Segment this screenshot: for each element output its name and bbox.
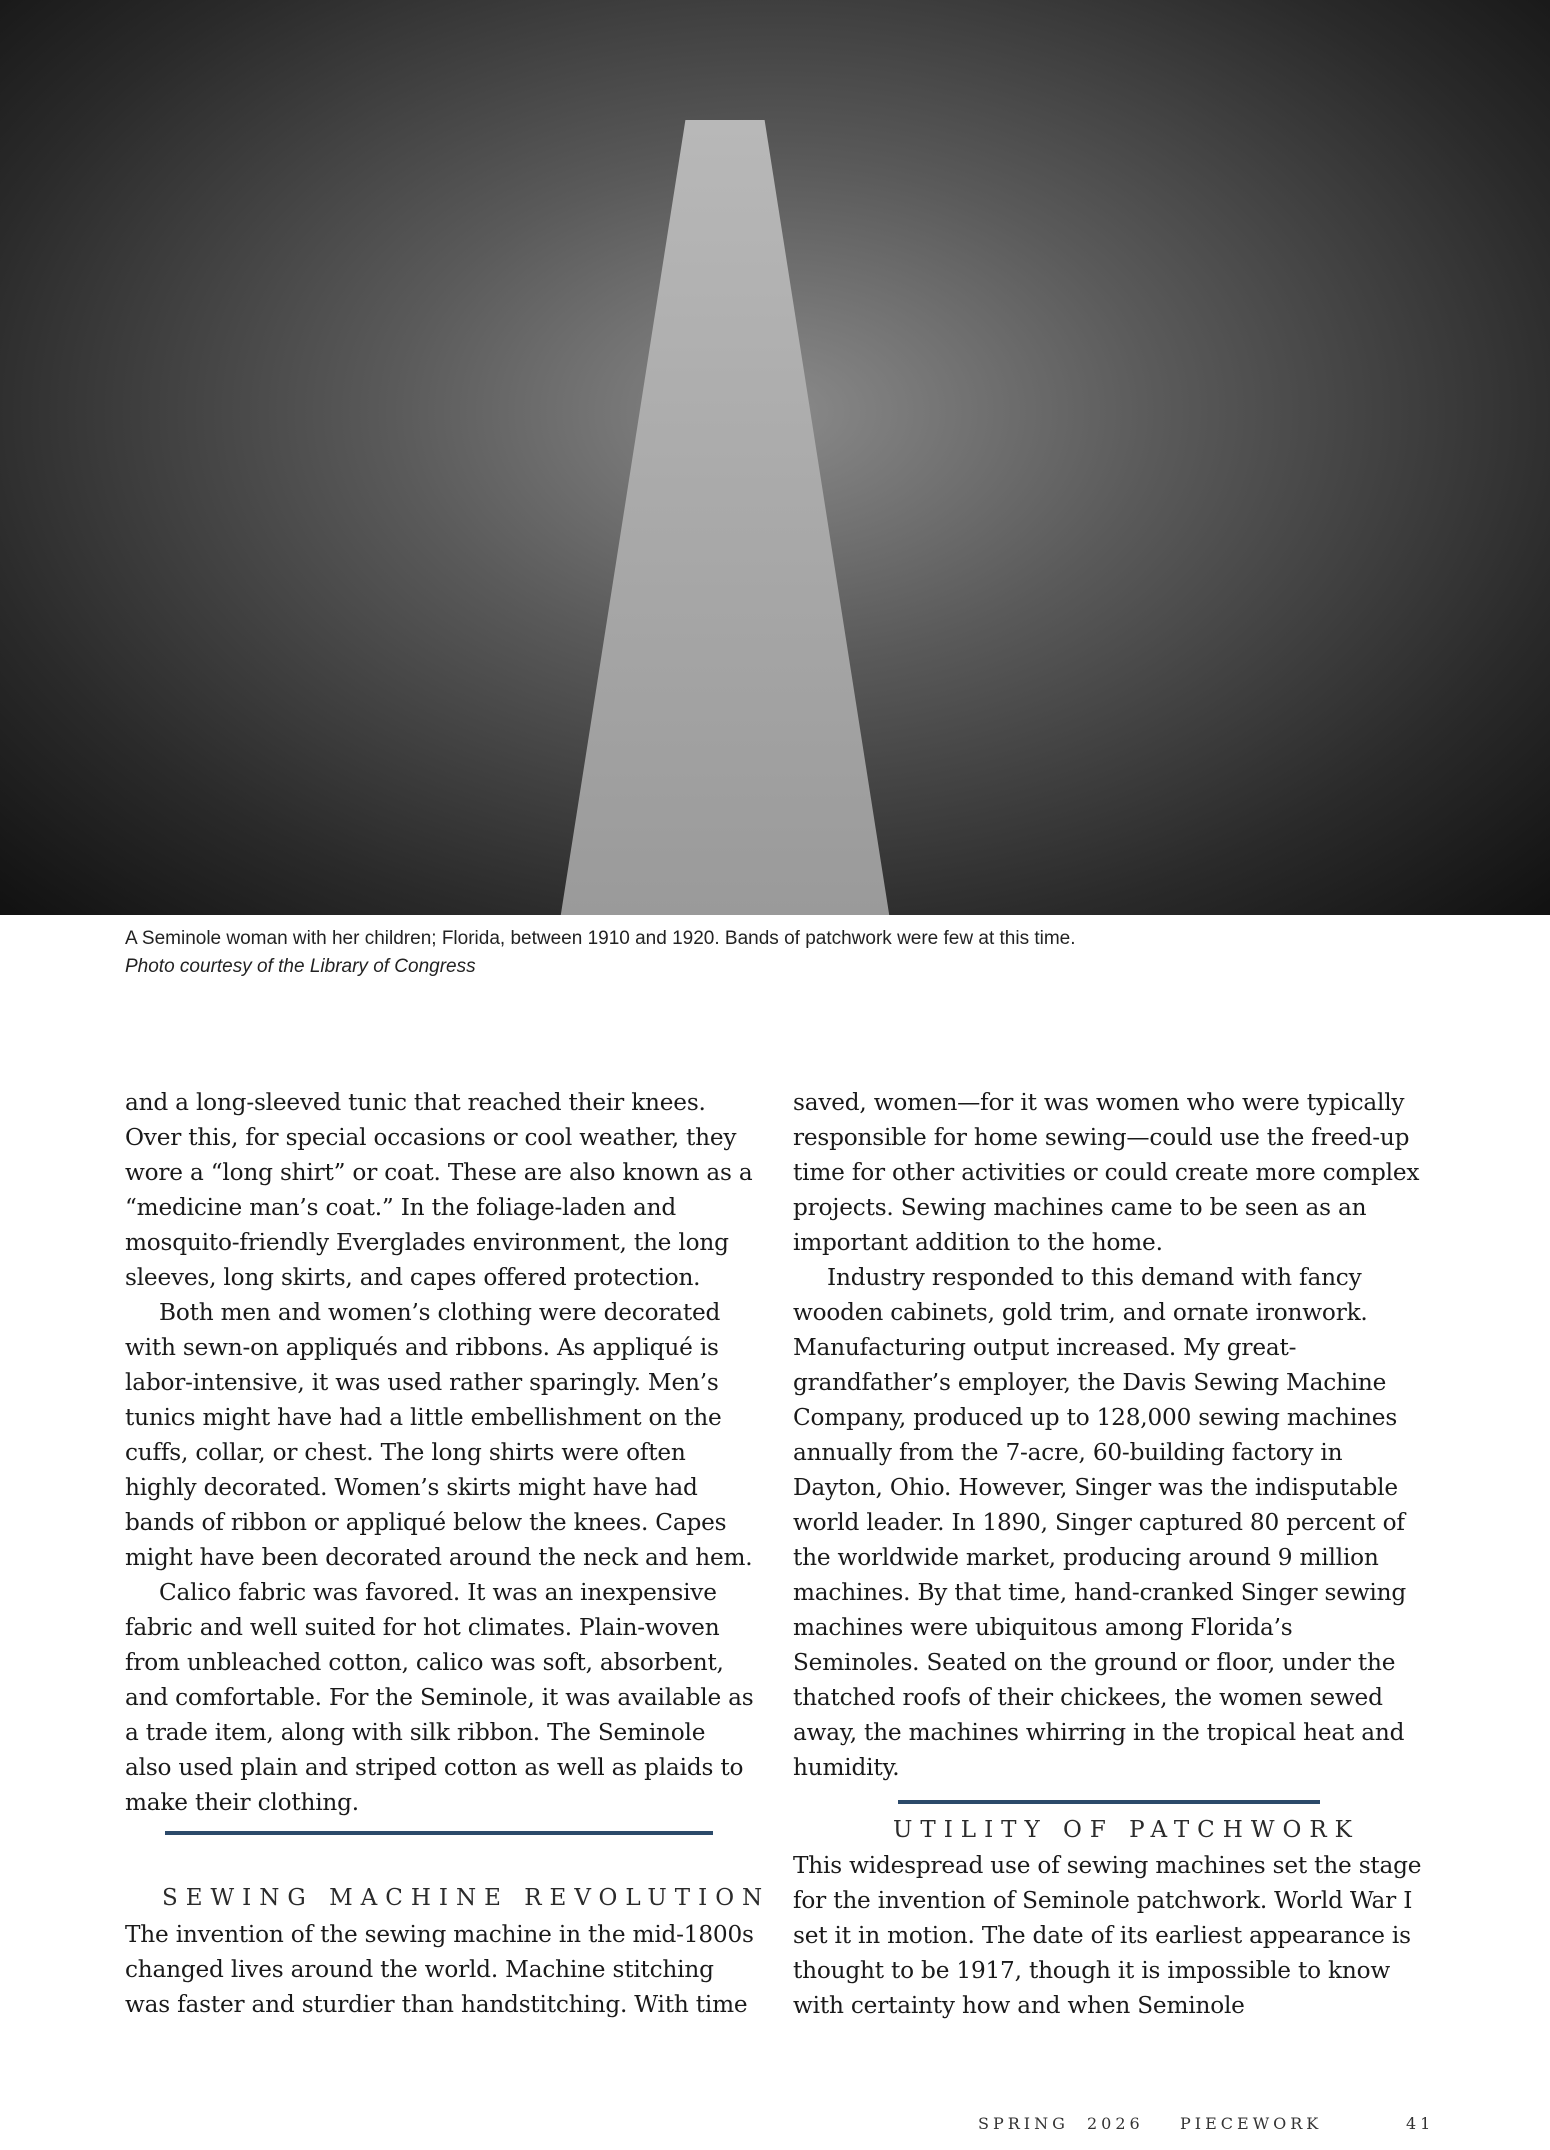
body-paragraph: Calico fabric was favored. It was an inexpensive fabric and well suited for hot climates. Plain-woven from unbleached cotton, calico was soft, absorbent, and comfortable. For the Seminole, it was available as a trade item, along with silk ribbon. The Seminole also used plain and striped cotton as well as plaids to make their clothing. (125, 1579, 754, 1816)
heading-rule (165, 1831, 713, 1835)
photo-credit: Photo courtesy of the Library of Congress (125, 956, 476, 977)
section-heading: SEWING MACHINE REVOLUTION (162, 1885, 771, 1911)
photo-placeholder-icon (560, 120, 890, 915)
footer-year: 2026 (1087, 2114, 1144, 2133)
left-column (125, 1085, 755, 1820)
footer-magazine: PIECEWORK (1180, 2114, 1323, 2133)
heading-rule (898, 1800, 1320, 1804)
left-column-continued (125, 1917, 755, 2022)
body-paragraph: The invention of the sewing machine in the mid-1800s changed lives around the world. Machine stitching was faster and sturdier than handstitching. With time (125, 1921, 754, 2018)
section-heading: UTILITY OF PATCHWORK (893, 1817, 1360, 1843)
body-paragraph: saved, women—for it was women who were typically responsible for home sewing—could use the freed-up time for other activities or could create more complex projects. Sewing machines came to be seen as an important addition to the home. (793, 1089, 1420, 1256)
body-paragraph: Both men and women’s clothing were decorated with sewn-on appliqués and ribbons. As appliqué is labor-intensive, it was used rather sparingly. Men’s tunics might have had a little embellishment on the cuffs, collar, or chest. The long shirts were often highly decorated. Women’s skirts might have had bands of ribbon or appliqué below the knees. Capes might have been decorated around the neck and hem. (125, 1299, 753, 1571)
body-paragraph: Industry responded to this demand with fancy wooden cabinets, gold trim, and ornate ironwork. Manufacturing output increased. My great-grandfather’s employer, the Davis Sewing Machine Company, produced up to 128,000 sewing machines annually from the 7-acre, 60-building factory in Dayton, Ohio. However, Singer was the indisputable world leader. In 1890, Singer captured 80 percent of the worldwide market, producing around 9 million machines. By that time, hand-cranked Singer sewing machines were ubiquitous among Florida’s Seminoles. Seated on the ground or floor, under the thatched roofs of their chickees, the women sewed away, the machines whirring in the tropical heat and humidity. (793, 1264, 1407, 1781)
body-paragraph: and a long-sleeved tunic that reached their knees. Over this, for special occasions or cool weather, they wore a “long shirt” or coat. These are also known as a “medicine man’s coat.” In the foliage-laden and mosquito-friendly Everglades environment, the long sleeves, long skirts, and capes offered protection. (125, 1089, 753, 1291)
article-photo (0, 0, 1550, 915)
photo-caption (125, 925, 1425, 981)
page-number: 41 (1406, 2114, 1435, 2133)
caption-text: A Seminole woman with her children; Florida, between 1910 and 1920. Bands of patchwork were few at this time. (125, 928, 1076, 949)
right-column-continued (793, 1848, 1423, 2023)
body-paragraph: This widespread use of sewing machines set the stage for the invention of Seminole patchwork. World War I set it in motion. The date of its earliest appearance is thought to be 1917, though it is impossible to know with certainty how and when Seminole (793, 1852, 1422, 2019)
right-column (793, 1085, 1423, 1785)
footer-season: SPRING (978, 2114, 1069, 2133)
